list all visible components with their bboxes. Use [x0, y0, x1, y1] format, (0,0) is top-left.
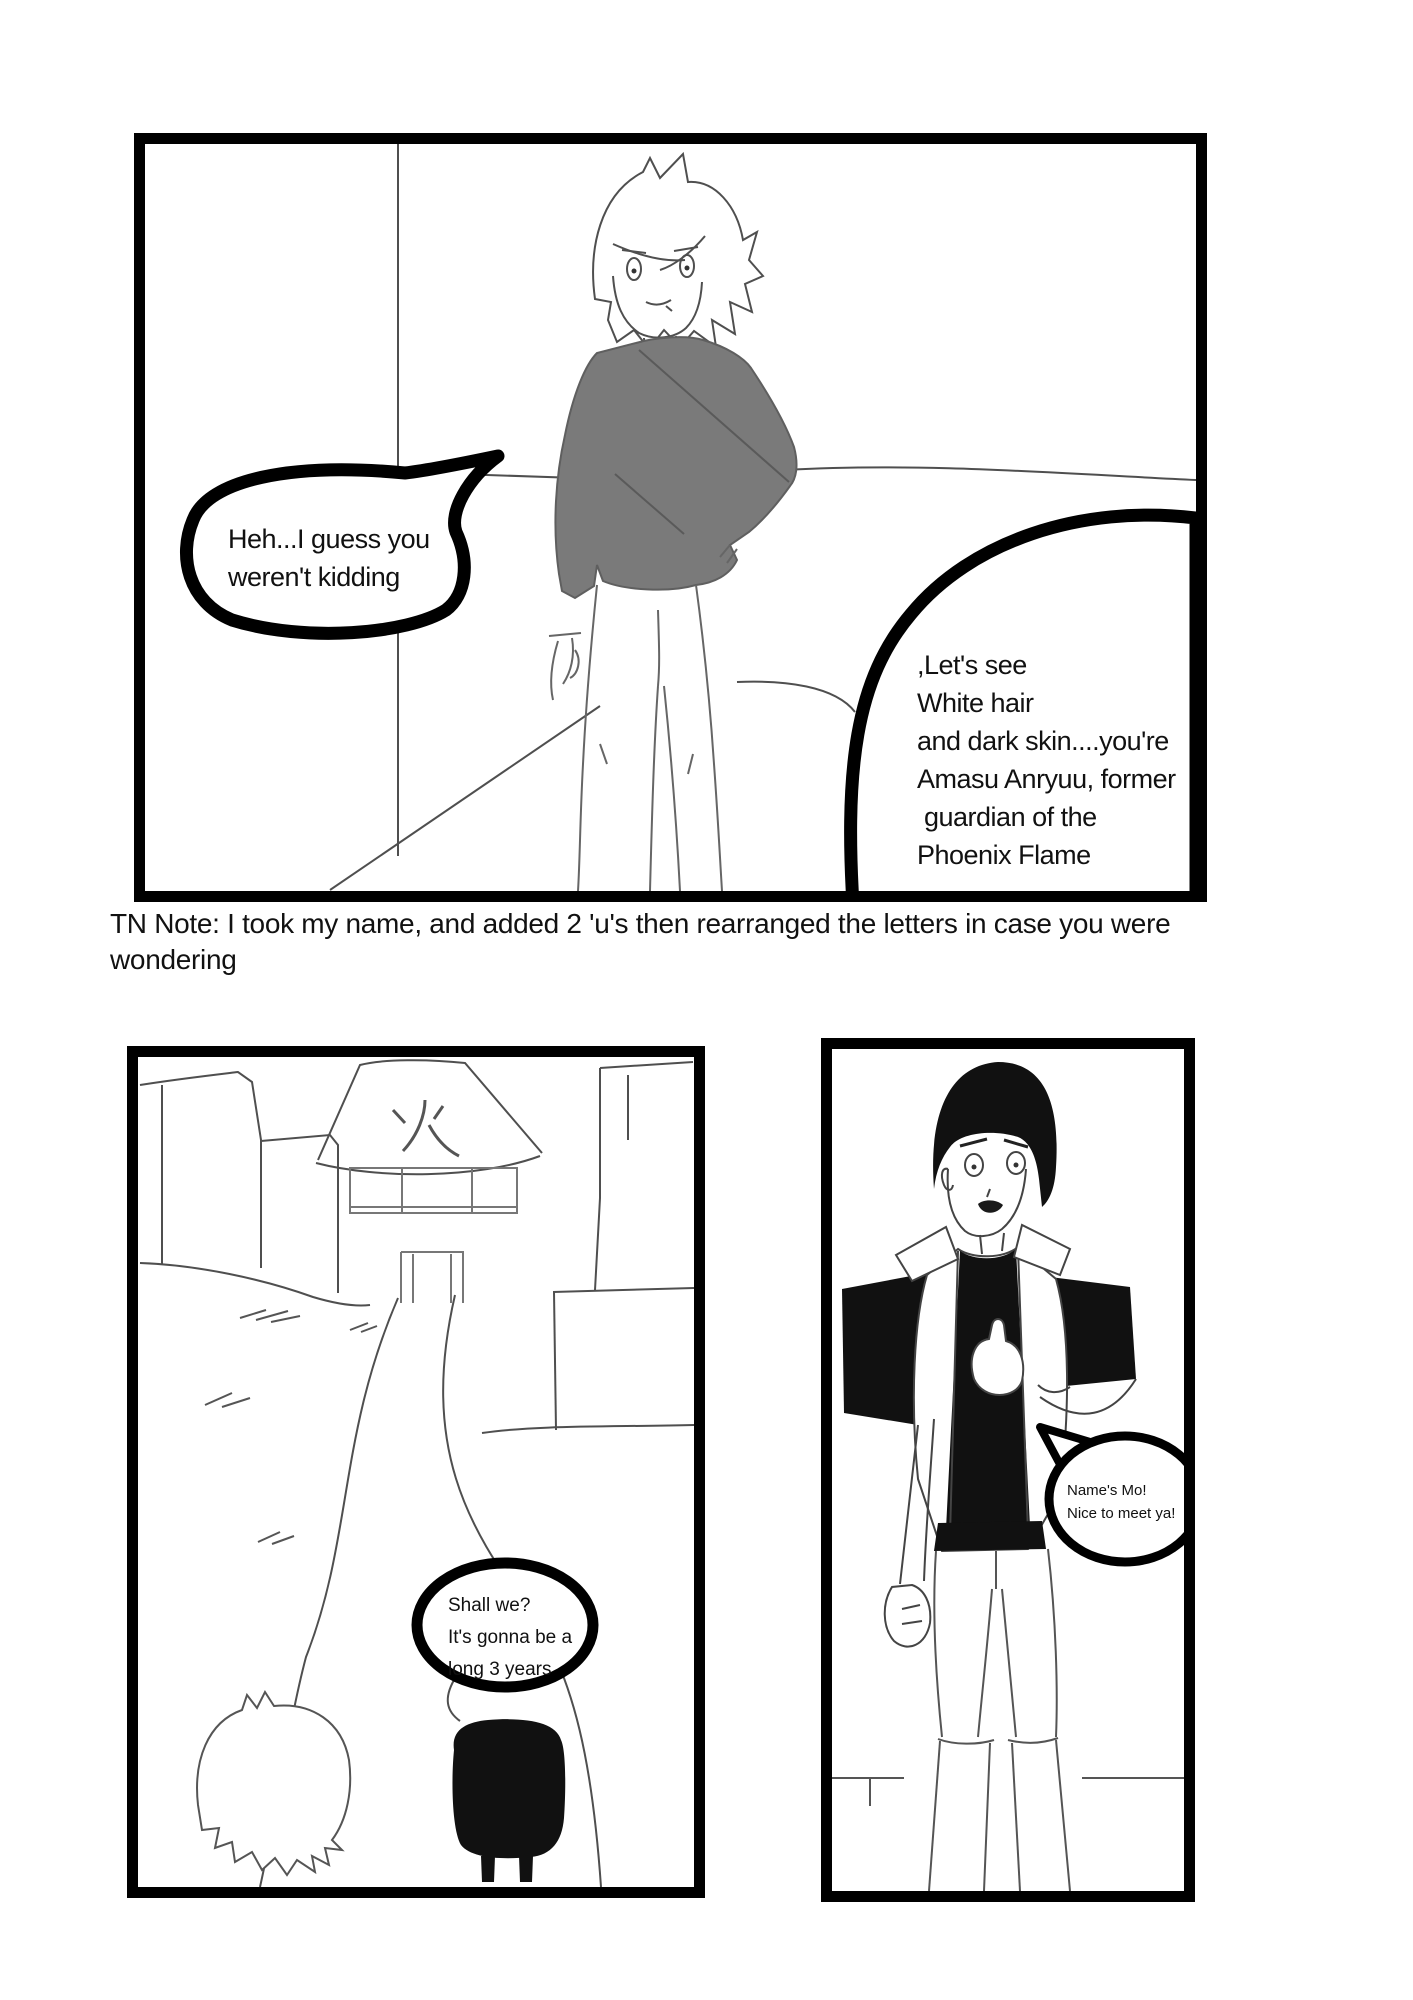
speech-line: and dark skin....you're — [917, 726, 1169, 756]
panel3-artwork — [832, 1049, 1184, 1891]
gray-sweater — [555, 337, 796, 598]
translator-note-line: TN Note: I took my name, and added 2 'u's then rearranged the letters in case you were — [110, 908, 1171, 939]
open-mouth — [978, 1200, 1003, 1212]
speech-line: ,Let's see — [917, 650, 1027, 680]
speech-line: Amasu Anryuu, former — [917, 764, 1176, 794]
speech-line: Heh...I guess you — [228, 524, 430, 554]
mo-head-from-behind — [452, 1719, 565, 1882]
speech-line: It's gonna be a — [448, 1627, 573, 1648]
speech-line: weren't kidding — [228, 562, 400, 592]
comic-panel-1 — [134, 133, 1207, 902]
translator-note-line: wondering — [110, 944, 237, 975]
speech-bubble-text — [1067, 1479, 1175, 1525]
amasu-character-drawing — [549, 154, 797, 891]
comic-panel-2 — [127, 1046, 705, 1898]
speech-line: Nice to meet ya! — [1067, 1505, 1176, 1522]
speech-bubble-text — [448, 1590, 572, 1686]
white-hair — [593, 154, 763, 349]
speech-line: guardian of the — [917, 802, 1097, 832]
speech-bubble-left-text — [228, 520, 430, 596]
angry-eyebrows — [960, 1139, 1028, 1147]
panel2-artwork — [138, 1057, 694, 1887]
fire-kanji-drawing — [393, 1100, 459, 1156]
speech-line: Phoenix Flame — [917, 840, 1091, 870]
pants-lines — [929, 1549, 1070, 1891]
speech-line: Shall we? — [448, 1595, 531, 1616]
speech-bubble-right-text — [917, 646, 1176, 874]
comic-panel-3 — [821, 1038, 1195, 1902]
grass-tufts — [205, 1310, 377, 1544]
background-ledge-lines — [832, 1778, 1184, 1806]
amasu-head-from-behind — [197, 1692, 350, 1875]
speech-line: White hair — [917, 688, 1034, 718]
speech-line: long 3 years — [448, 1659, 552, 1680]
translator-note — [110, 906, 1410, 978]
building-window-and-door — [350, 1168, 517, 1303]
speech-line: Name's Mo! — [1067, 1482, 1147, 1499]
black-hair — [933, 1062, 1057, 1207]
